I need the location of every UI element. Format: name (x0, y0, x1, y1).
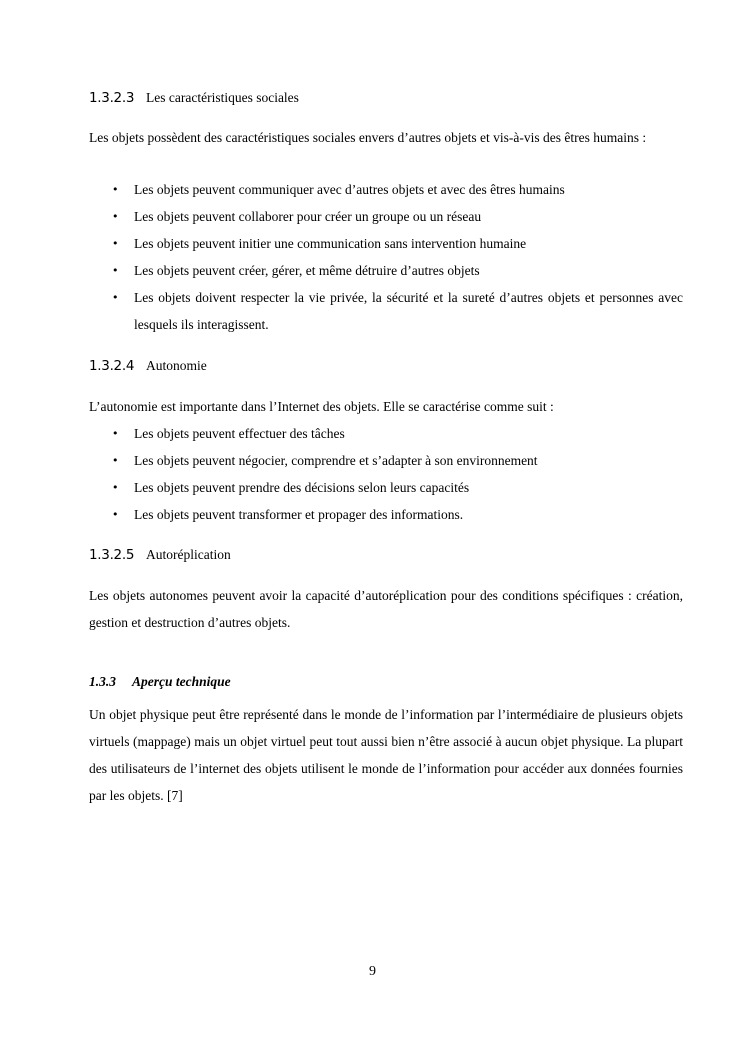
list-item: • Les objets peuvent créer, gérer, et même détruire d’autres objets (89, 257, 683, 284)
section-title: Autonomie (146, 358, 207, 373)
heading-self-replication (89, 546, 231, 564)
paragraph-social-intro: Les objets possèdent des caractéristiques sociales envers d’autres objets et vis-à-vis des êtres humains : (89, 130, 647, 145)
section-number: 1.3.2.5 (89, 547, 135, 563)
list-item: • Les objets peuvent négocier, comprendre et s’adapter à son environnement (89, 447, 683, 474)
list-item: • Les objets peuvent initier une communication sans intervention humaine (89, 230, 683, 257)
list-item: • Les objets peuvent collaborer pour créer un groupe ou un réseau (89, 203, 683, 230)
bullet-icon: • (112, 237, 119, 250)
list-item: • Les objets peuvent effectuer des tâches (89, 420, 683, 447)
bullet-icon: • (112, 210, 119, 223)
list-social-characteristics (89, 176, 683, 338)
bullet-icon: • (112, 427, 119, 440)
bullet-icon: • (112, 481, 119, 494)
heading-technical-overview (89, 673, 231, 691)
paragraph-self-replication: Les objets autonomes peuvent avoir la capacité d’autoréplication pour des conditions spécifiques : création, gestion et destruction d’autres objets. (89, 588, 683, 630)
list-item: • Les objets peuvent communiquer avec d’autres objets et avec des êtres humains (89, 176, 683, 203)
section-number: 1.3.3 (89, 674, 116, 689)
paragraph-autonomy-intro: L’autonomie est importante dans l’Internet des objets. Elle se caractérise comme suit : (89, 399, 554, 414)
bullet-icon: • (112, 508, 119, 521)
bullet-icon: • (112, 264, 119, 277)
section-title: Autoréplication (146, 547, 231, 562)
section-title: Aperçu technique (132, 674, 231, 689)
page-number: 9 (369, 964, 376, 979)
bullet-icon: • (112, 454, 119, 467)
list-item: • Les objets peuvent transformer et propager des informations. (89, 501, 683, 528)
section-number: 1.3.2.3 (89, 90, 135, 106)
heading-social-characteristics (89, 89, 299, 107)
section-title: Les caractéristiques sociales (146, 90, 299, 105)
heading-autonomy (89, 357, 207, 375)
bullet-icon: • (112, 183, 119, 196)
list-item: • Les objets doivent respecter la vie privée, la sécurité et la sureté d’autres objets et personnes avec lesquels ils interagissent. (89, 284, 683, 338)
list-item: • Les objets peuvent prendre des décisions selon leurs capacités (89, 474, 683, 501)
section-number: 1.3.2.4 (89, 358, 135, 374)
list-autonomy (89, 420, 683, 528)
paragraph-technical-overview: Un objet physique peut être représenté dans le monde de l’information par l’intermédiaire de plusieurs objets virtuels (mappage) mais un objet virtuel peut tout aussi bien n’être associé à aucun objet physique. La plupart des utilisateurs de l’internet des objets utilisent le monde de l’information pour accéder aux données fournies par les objets. [7] (89, 707, 683, 803)
bullet-icon: • (112, 291, 119, 304)
